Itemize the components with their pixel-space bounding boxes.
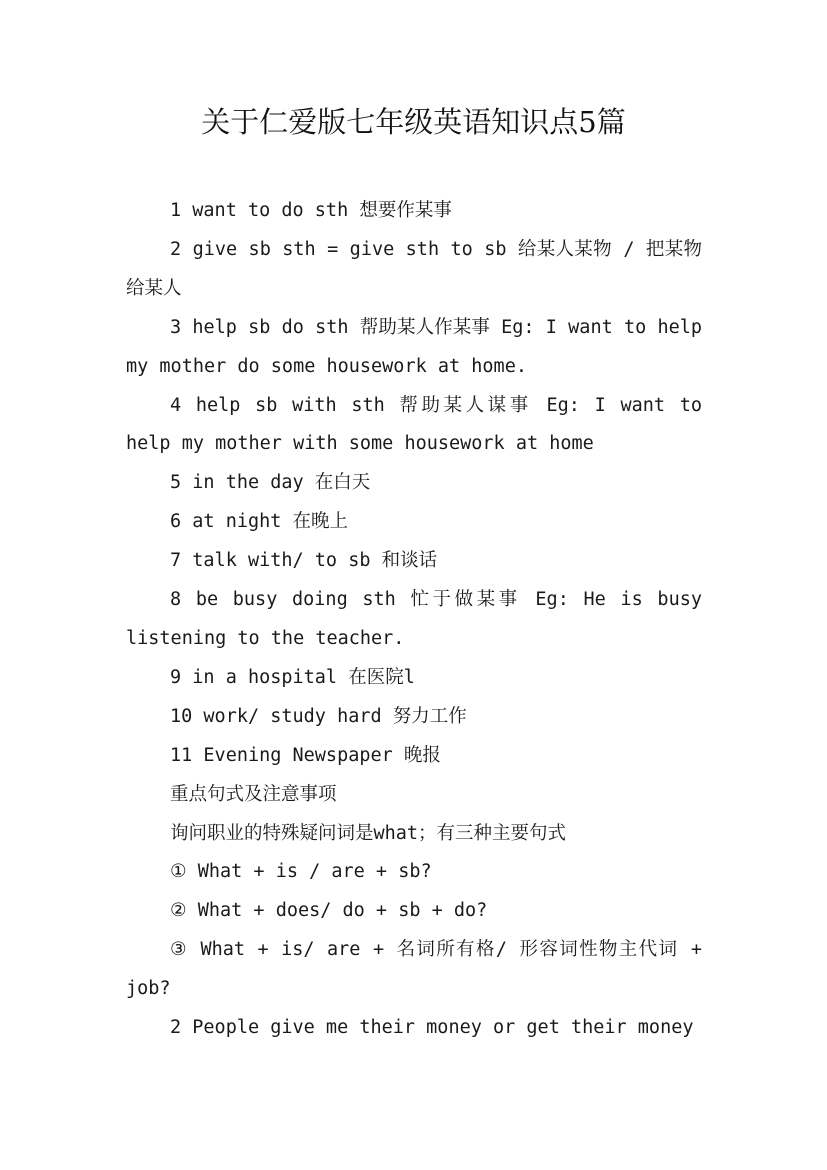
paragraph: 2 give sb sth = give sth to sb 给某人某物 / 把某物给某人 — [126, 238, 702, 299]
paragraph: 6 at night 在晚上 — [170, 511, 349, 533]
paragraph: 7 talk with/ to sb 和谈话 — [170, 550, 438, 572]
paragraph: 5 in the day 在白天 — [170, 472, 371, 494]
paragraph: 2 People give me their money or get their money — [170, 1017, 694, 1039]
paragraph: 8 be busy doing sth 忙于做某事 Eg: He is busy listening to the teacher. — [126, 589, 702, 649]
paragraph: ② What + does/ do + sb + do? — [170, 900, 488, 922]
paragraph: 9 in a hospital 在医院l — [170, 666, 415, 688]
paragraph: 11 Evening Newspaper 晚报 — [170, 744, 441, 766]
paragraph: 4 help sb with sth 帮助某人谋事 Eg: I want to help my mother with some housework at home — [126, 394, 702, 455]
paragraph: ③ What + is/ are + 名词所有格/ 形容词性物主代词 + job? — [126, 939, 702, 1000]
paragraph: 1 want to do sth 想要作某事 — [170, 200, 452, 221]
paragraph: ① What + is / are + sb? — [170, 861, 432, 883]
paragraph: 3 help sb do sth 帮助某人作某事 Eg: I want to help my mother do some housework at home. — [126, 316, 702, 377]
paragraph: 10 work/ study hard 努力工作 — [170, 705, 467, 727]
paragraph: 询问职业的特殊疑问词是what；有三种主要句式 — [170, 822, 567, 844]
document-title: 关于仁爱版七年级英语知识点5篇 — [201, 105, 626, 139]
section-heading: 重点句式及注意事项 — [170, 783, 337, 805]
document-body — [126, 192, 702, 1048]
